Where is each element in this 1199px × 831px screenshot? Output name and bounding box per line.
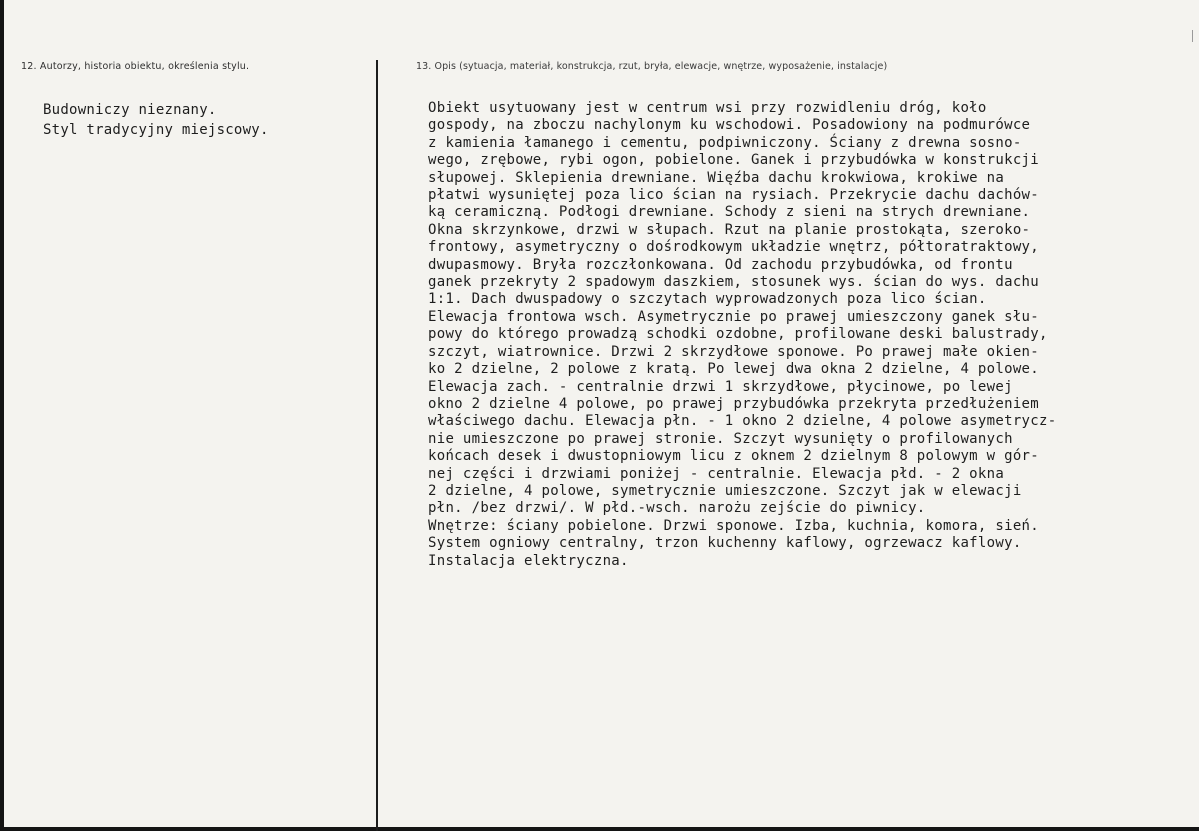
text-line: Obiekt usytuowany jest w centrum wsi przy rozwidleniu dróg, koło <box>428 100 987 116</box>
section-13-heading: 13. Opis (sytuacja, materiał, konstrukcja, rzut, bryła, elewacje, wnętrze, wyposażenie, instalacje) <box>416 61 888 72</box>
text-line: Wnętrze: ściany pobielone. Drzwi sponowe. Izba, kuchnia, komora, sień. <box>428 517 1040 534</box>
text-line: końcach desek i dwustopniowym licu z oknem 2 dzielnym 8 polowym w gór- <box>428 448 1040 465</box>
text-line: System ogniowy centralny, trzon kuchenny kaflowy, ogrzewacz kaflowy. <box>428 535 1022 552</box>
edge-mark <box>1192 30 1193 42</box>
text-line: frontowy, asymetryczny o dośrodkowym układzie wnętrz, półtoratraktowy, <box>428 239 1040 256</box>
text-line: Elewacja zach. - centralnie drzwi 1 skrzydłowe, płycinowe, po lewej <box>428 378 1013 395</box>
text-line: nej części i drzwiami poniżej - centralnie. Elewacja płd. - 2 okna <box>428 465 1005 482</box>
text-line: dwupasmowy. Bryła rozczłonkowana. Od zachodu przybudówka, od frontu <box>428 256 1013 273</box>
text-line: ką ceramiczną. Podłogi drewniane. Schody z sieni na strych drewniane. <box>428 204 1031 221</box>
text-line: okno 2 dzielne 4 polowe, po prawej przybudówka przekryta przedłużeniem <box>428 395 1040 412</box>
text-line: powy do którego prowadzą schodki ozdobne, profilowane deski balustrady, <box>428 326 1048 343</box>
text-line: Budowniczy nieznany. <box>43 102 217 118</box>
text-line: wego, zrębowe, rybi ogon, pobielone. Ganek i przybudówka w konstrukcji <box>428 152 1040 169</box>
text-line: 1:1. Dach dwuspadowy o szczytach wyprowadzonych poza lico ścian. <box>428 291 987 308</box>
text-line: gospody, na zboczu nachylonym ku wschodowi. Posadowiony na podmurówce <box>428 117 1031 134</box>
text-line: płn. /bez drzwi/. W płd.-wsch. narożu zejście do piwnicy. <box>428 500 926 517</box>
text-line: z kamienia łamanego i cementu, podpiwniczony. Ściany z drewna sosno- <box>428 134 1022 151</box>
text-line: słupowej. Sklepienia drewniane. Więźba dachu krokwiowa, krokiwe na <box>428 169 1005 186</box>
text-line: Styl tradycyjny miejscowy. <box>43 122 269 138</box>
text-line: Instalacja elektryczna. <box>428 552 629 569</box>
text-line: płatwi wysuniętej poza lico ścian na rysiach. Przekrycie dachu dachów- <box>428 187 1040 204</box>
text-line: szczyt, wiatrownice. Drzwi 2 skrzydłowe sponowe. Po prawej małe okien- <box>428 343 1040 360</box>
text-line: Elewacja frontowa wsch. Asymetrycznie po prawej umieszczony ganek słu- <box>428 308 1040 325</box>
authors-style-text <box>43 100 269 140</box>
section-12-heading: 12. Autorzy, historia obiektu, określenia stylu. <box>21 61 250 72</box>
text-line: Okna skrzynkowe, drzwi w słupach. Rzut na planie prostokąta, szeroko- <box>428 221 1031 238</box>
text-line: ganek przekryty 2 spadowym daszkiem, stosunek wys. ścian do wys. dachu <box>428 274 1040 291</box>
text-line: nie umieszczone po prawej stronie. Szczyt wysunięty o profilowanych <box>428 430 1013 447</box>
column-divider <box>376 60 378 831</box>
description-text <box>428 100 1056 570</box>
text-line: ko 2 dzielne, 2 polowe z kratą. Po lewej dwa okna 2 dzielne, 4 polowe. <box>428 361 1040 378</box>
text-line: właściwego dachu. Elewacja płn. - 1 okno 2 dzielne, 4 polowe asymetrycz- <box>428 413 1057 430</box>
text-line: 2 dzielne, 4 polowe, symetrycznie umieszczone. Szczyt jak w elewacji <box>428 482 1022 499</box>
